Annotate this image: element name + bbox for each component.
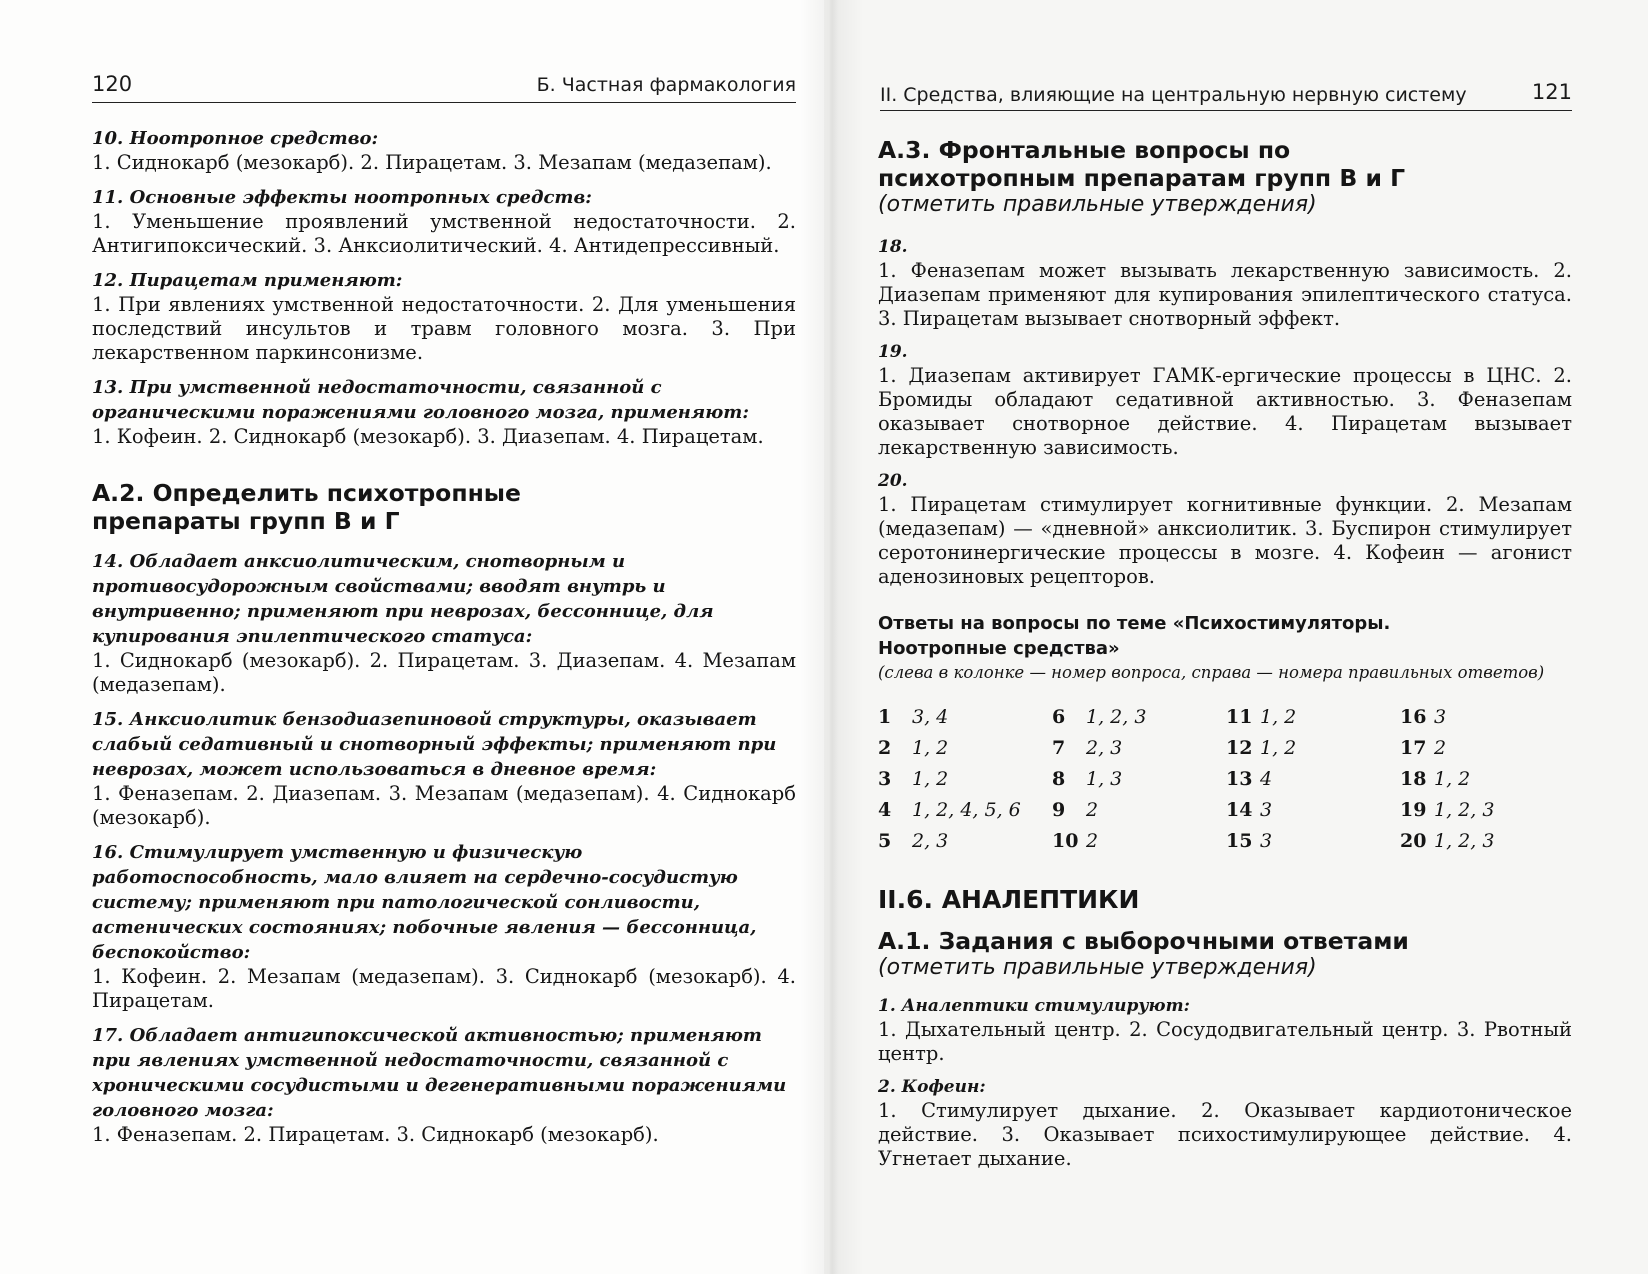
answer-cell <box>1052 796 1226 824</box>
answer-values: 2 <box>1086 799 1099 821</box>
right-running-head <box>880 80 1572 111</box>
question-head: 10. Ноотропное средство: <box>92 128 379 149</box>
answer-question-number: 20 <box>1400 830 1427 852</box>
left-content <box>92 126 796 1157</box>
answer-question-number: 13 <box>1226 768 1253 790</box>
answer-values: 4 <box>1260 768 1273 790</box>
answers-table <box>878 703 1572 855</box>
answer-values: 3 <box>1260 830 1273 852</box>
answer-question-number: 17 <box>1400 737 1427 759</box>
question-13 <box>92 375 796 449</box>
question-head: 13. При умственной недостаточности, связанной с органическими поражениями головного мозга, применяют: <box>92 377 749 423</box>
answer-cell <box>1226 703 1400 731</box>
answer-cell <box>1226 765 1400 793</box>
section-a1-title: А.1. Задания с выборочными ответами <box>878 927 1409 955</box>
answer-question-number: 11 <box>1226 706 1253 728</box>
answer-values: 1, 2, 3 <box>1434 830 1495 852</box>
book-gutter-shadow <box>800 0 864 1274</box>
answer-values: 1, 2 <box>1434 768 1471 790</box>
question-options: 1. Феназепам. 2. Пирацетам. 3. Сиднокарб (мезокарб). <box>92 1123 659 1146</box>
question-options: 1. Дыхательный центр. 2. Сосудодвигательный центр. 3. Рвотный центр. <box>878 1018 1572 1065</box>
analeptics-question-2 <box>878 1076 1572 1171</box>
answer-values: 2, 3 <box>912 830 949 852</box>
answer-question-number: 12 <box>1226 737 1253 759</box>
question-10 <box>92 126 796 175</box>
answer-question-number: 19 <box>1400 799 1427 821</box>
question-options: 1. При явлениях умственной недостаточности. 2. Для уменьшения последствий инсультов и травм головного мозга. 3. При лекарственном паркинсонизме. <box>92 293 796 364</box>
section-a3-subtitle: (отметить правильные утверждения) <box>878 192 1317 217</box>
question-head: 16. Стимулирует умственную и физическую работоспособность, мало влияет на сердечно-сосудистую систему; применяют при патологической сонливости, астенических состояниях; побочные явления — бессонница, беспокойство: <box>92 842 757 963</box>
section-a1-subtitle: (отметить правильные утверждения) <box>878 955 1317 980</box>
answer-question-number: 3 <box>878 768 892 790</box>
answer-cell <box>1400 703 1572 731</box>
answer-values: 1, 2, 3 <box>1434 799 1495 821</box>
answer-cell <box>1226 734 1400 762</box>
question-options: 1. Стимулирует дыхание. 2. Оказывает кардиотоническое действие. 3. Оказывает психостимулирующее действие. 4. Угнетает дыхание. <box>878 1099 1572 1170</box>
answer-question-number: 7 <box>1052 737 1066 759</box>
answer-question-number: 14 <box>1226 799 1253 821</box>
question-head: 1. Аналептики стимулируют: <box>878 996 1190 1016</box>
answers-title: Ответы на вопросы по теме «Психостимуляторы. <box>878 613 1391 634</box>
analeptics-question-1 <box>878 995 1572 1066</box>
answer-question-number: 16 <box>1400 706 1427 728</box>
answer-cell <box>1226 796 1400 824</box>
question-head: 18. <box>878 237 908 257</box>
chapter-title: II.6. АНАЛЕПТИКИ <box>878 885 1140 914</box>
answer-cell <box>1400 734 1572 762</box>
answer-cell <box>878 703 1052 731</box>
left-running-head <box>92 72 796 103</box>
answer-values: 1, 2 <box>1260 737 1297 759</box>
answers-note: (слева в колонке — номер вопроса, справа — номера правильных ответов) <box>878 663 1545 682</box>
answer-cell <box>878 734 1052 762</box>
answer-cell <box>1052 734 1226 762</box>
answer-question-number: 18 <box>1400 768 1427 790</box>
answer-question-number: 9 <box>1052 799 1066 821</box>
question-15 <box>92 707 796 830</box>
question-14 <box>92 549 796 697</box>
answer-cell <box>1400 827 1572 855</box>
question-options: 1. Сиднокарб (мезокарб). 2. Пирацетам. 3. Диазепам. 4. Мезапам (медазепам). <box>92 649 796 696</box>
question-head: 14. Обладает анксиолитическим, снотворным и противосудорожным свойствами; вводят внутрь и внутривенно; применяют при неврозах, бессоннице, для купирования эпилептического статуса: <box>92 551 714 647</box>
question-18 <box>878 236 1572 331</box>
question-head: 15. Анксиолитик бензодиазепиновой структуры, оказывает слабый седативный и снотворный эффекты; применяют при неврозах, может использоваться в дневное время: <box>92 709 777 780</box>
answer-cell <box>1226 827 1400 855</box>
answer-cell <box>1052 765 1226 793</box>
question-17 <box>92 1023 796 1147</box>
answer-question-number: 4 <box>878 799 892 821</box>
question-options: 1. Феназепам может вызывать лекарственную зависимость. 2. Диазепам применяют для купирования эпилептического статуса. 3. Пирацетам вызывает снотворный эффект. <box>878 259 1572 330</box>
page-number: 121 <box>1531 80 1572 104</box>
answer-values: 3 <box>1434 706 1447 728</box>
answer-question-number: 8 <box>1052 768 1066 790</box>
question-options: 1. Феназепам. 2. Диазепам. 3. Мезапам (медазепам). 4. Сиднокарб (мезокарб). <box>92 782 796 829</box>
answer-question-number: 1 <box>878 706 892 728</box>
answer-values: 1, 2 <box>912 768 949 790</box>
answer-values: 2, 3 <box>1086 737 1123 759</box>
answer-cell <box>878 827 1052 855</box>
question-options: 1. Кофеин. 2. Сиднокарб (мезокарб). 3. Диазепам. 4. Пирацетам. <box>92 425 764 448</box>
question-19 <box>878 341 1572 460</box>
page-number: 120 <box>92 72 133 96</box>
section-a3-title: А.3. Фронтальные вопросы по психотропным препаратам групп В и Г <box>878 136 1406 192</box>
question-16 <box>92 840 796 1013</box>
question-12 <box>92 268 796 365</box>
question-options: 1. Кофеин. 2. Мезапам (медазепам). 3. Сиднокарб (мезокарб). 4. Пирацетам. <box>92 965 796 1012</box>
answer-cell <box>878 765 1052 793</box>
answer-cell <box>1400 796 1572 824</box>
question-head: 11. Основные эффекты ноотропных средств: <box>92 187 592 208</box>
answer-cell <box>1052 827 1226 855</box>
question-options: 1. Пирацетам стимулирует когнитивные функции. 2. Мезапам (медазепам) — «дневной» анксиолитик. 3. Буспирон стимулирует серотонинергические процессы в мозге. 4. Кофеин — агонист аденозиновых рецепторов. <box>878 493 1572 588</box>
answer-values: 2 <box>1434 737 1447 759</box>
question-11 <box>92 185 796 258</box>
right-content <box>878 136 1572 1181</box>
running-title: Б. Частная фармакология <box>536 74 796 96</box>
answer-question-number: 6 <box>1052 706 1066 728</box>
question-options: 1. Сиднокарб (мезокарб). 2. Пирацетам. 3. Мезапам (медазепам). <box>92 151 772 174</box>
answer-question-number: 5 <box>878 830 892 852</box>
answer-values: 1, 2, 3 <box>1086 706 1147 728</box>
answer-values: 1, 2 <box>912 737 949 759</box>
answer-cell <box>1400 765 1572 793</box>
question-head: 19. <box>878 342 908 362</box>
question-head: 2. Кофеин: <box>878 1077 986 1097</box>
question-options: 1. Диазепам активирует ГАМК-ергические процессы в ЦНС. 2. Бромиды обладают седативной активностью. 3. Феназепам оказывает снотворное действие. 4. Пирацетам вызывает лекарственную зависимость. <box>878 364 1572 459</box>
section-a2-title: А.2. Определить психотропные препараты групп В и Г <box>92 479 521 535</box>
answer-question-number: 2 <box>878 737 892 759</box>
answer-values: 3, 4 <box>912 706 949 728</box>
answer-question-number: 10 <box>1052 830 1079 852</box>
answer-values: 2 <box>1086 830 1099 852</box>
answer-cell <box>878 796 1052 824</box>
question-options: 1. Уменьшение проявлений умственной недостаточности. 2. Антигипоксический. 3. Анксиолитический. 4. Антидепрессивный. <box>92 210 796 257</box>
answer-question-number: 15 <box>1226 830 1253 852</box>
question-head: 20. <box>878 471 908 491</box>
answer-values: 1, 3 <box>1086 768 1123 790</box>
running-title: II. Средства, влияющие на центральную нервную систему <box>880 84 1467 106</box>
answer-values: 3 <box>1260 799 1273 821</box>
answers-title-line2: Ноотропные средства» <box>878 638 1120 659</box>
answers-block <box>878 611 1572 855</box>
answer-cell <box>1052 703 1226 731</box>
answer-values: 1, 2, 4, 5, 6 <box>912 799 1021 821</box>
question-20 <box>878 470 1572 589</box>
answer-values: 1, 2 <box>1260 706 1297 728</box>
question-head: 12. Пирацетам применяют: <box>92 270 403 291</box>
question-head: 17. Обладает антигипоксической активностью; применяют при явлениях умственной недостаточности, связанной с хроническими сосудистыми и дегенеративными поражениями головного мозга: <box>92 1025 787 1121</box>
